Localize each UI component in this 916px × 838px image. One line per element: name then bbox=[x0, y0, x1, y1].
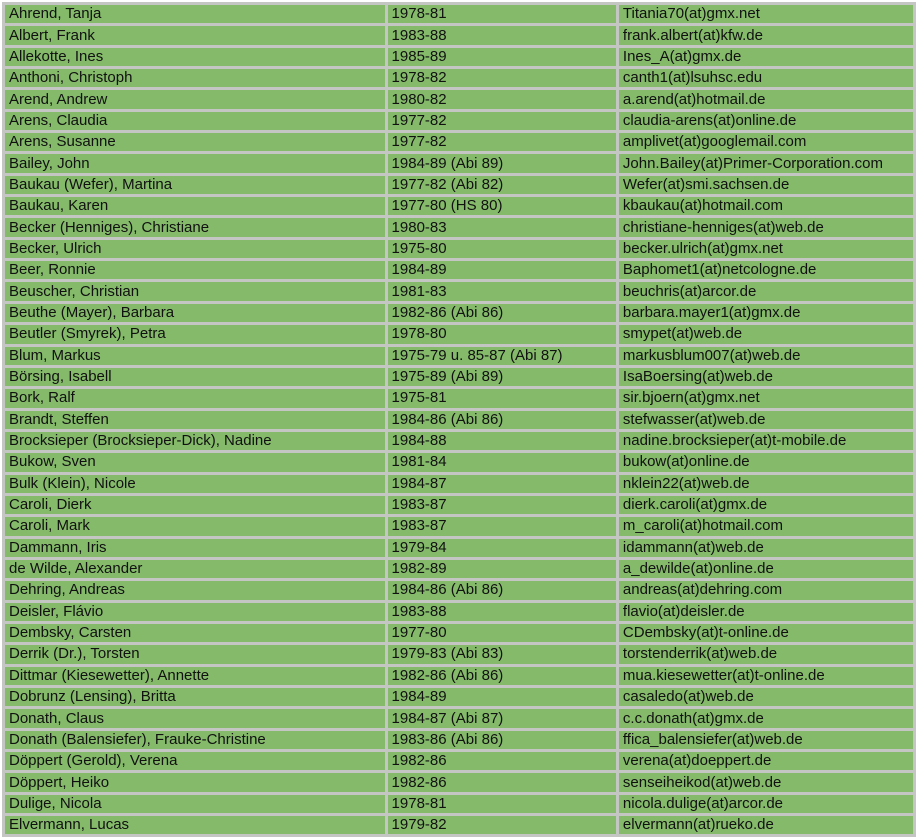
email-cell: kbaukau(at)hotmail.com bbox=[619, 197, 913, 215]
table-row bbox=[5, 581, 913, 599]
years-cell: 1983-86 (Abi 86) bbox=[388, 731, 616, 749]
name-cell: Baukau, Karen bbox=[5, 197, 385, 215]
table-row bbox=[5, 90, 913, 108]
name-cell: Döppert, Heiko bbox=[5, 773, 385, 791]
table-row bbox=[5, 709, 913, 727]
email-cell: elvermann(at)rueko.de bbox=[619, 816, 913, 834]
name-cell: Becker, Ulrich bbox=[5, 240, 385, 258]
name-cell: Dittmar (Kiesewetter), Annette bbox=[5, 667, 385, 685]
email-cell: a_dewilde(at)online.de bbox=[619, 560, 913, 578]
email-cell: barbara.mayer1(at)gmx.de bbox=[619, 304, 913, 322]
years-cell: 1980-82 bbox=[388, 90, 616, 108]
table-row bbox=[5, 539, 913, 557]
email-cell: amplivet(at)googlemail.com bbox=[619, 133, 913, 151]
email-cell: stefwasser(at)web.de bbox=[619, 411, 913, 429]
table-row bbox=[5, 261, 913, 279]
email-cell: a.arend(at)hotmail.de bbox=[619, 90, 913, 108]
email-cell: bukow(at)online.de bbox=[619, 453, 913, 471]
table-row bbox=[5, 26, 913, 44]
name-cell: Dulige, Nicola bbox=[5, 795, 385, 813]
table-row bbox=[5, 154, 913, 172]
years-cell: 1983-87 bbox=[388, 496, 616, 514]
name-cell: Dobrunz (Lensing), Britta bbox=[5, 688, 385, 706]
email-cell: beuchris(at)arcor.de bbox=[619, 282, 913, 300]
name-cell: Anthoni, Christoph bbox=[5, 69, 385, 87]
years-cell: 1985-89 bbox=[388, 48, 616, 66]
years-cell: 1984-89 bbox=[388, 261, 616, 279]
years-cell: 1979-82 bbox=[388, 816, 616, 834]
email-cell: c.c.donath(at)gmx.de bbox=[619, 709, 913, 727]
table-row bbox=[5, 282, 913, 300]
email-cell: markusblum007(at)web.de bbox=[619, 347, 913, 365]
name-cell: Becker (Henniges), Christiane bbox=[5, 218, 385, 236]
table-row bbox=[5, 69, 913, 87]
table-row bbox=[5, 176, 913, 194]
years-cell: 1982-86 bbox=[388, 752, 616, 770]
table-row bbox=[5, 304, 913, 322]
table-row bbox=[5, 325, 913, 343]
table-row bbox=[5, 48, 913, 66]
years-cell: 1977-80 (HS 80) bbox=[388, 197, 616, 215]
years-cell: 1983-87 bbox=[388, 517, 616, 535]
email-cell: Ines_A(at)gmx.de bbox=[619, 48, 913, 66]
email-cell: CDembsky(at)t-online.de bbox=[619, 624, 913, 642]
table-row bbox=[5, 496, 913, 514]
table-row bbox=[5, 432, 913, 450]
years-cell: 1977-82 bbox=[388, 133, 616, 151]
years-cell: 1984-87 bbox=[388, 475, 616, 493]
name-cell: Blum, Markus bbox=[5, 347, 385, 365]
name-cell: Brandt, Steffen bbox=[5, 411, 385, 429]
table-row bbox=[5, 5, 913, 23]
email-cell: frank.albert(at)kfw.de bbox=[619, 26, 913, 44]
name-cell: Bulk (Klein), Nicole bbox=[5, 475, 385, 493]
name-cell: Bailey, John bbox=[5, 154, 385, 172]
name-cell: Dembsky, Carsten bbox=[5, 624, 385, 642]
email-cell: nicola.dulige(at)arcor.de bbox=[619, 795, 913, 813]
table-row bbox=[5, 112, 913, 130]
table-row bbox=[5, 197, 913, 215]
email-cell: christiane-henniges(at)web.de bbox=[619, 218, 913, 236]
table-row bbox=[5, 517, 913, 535]
email-cell: andreas(at)dehring.com bbox=[619, 581, 913, 599]
email-cell: verena(at)doeppert.de bbox=[619, 752, 913, 770]
name-cell: Bork, Ralf bbox=[5, 389, 385, 407]
years-cell: 1978-82 bbox=[388, 69, 616, 87]
email-cell: John.Bailey(at)Primer-Corporation.com bbox=[619, 154, 913, 172]
email-cell: nadine.brocksieper(at)t-mobile.de bbox=[619, 432, 913, 450]
name-cell: Beer, Ronnie bbox=[5, 261, 385, 279]
email-cell: ffica_balensiefer(at)web.de bbox=[619, 731, 913, 749]
table-row bbox=[5, 347, 913, 365]
name-cell: Börsing, Isabell bbox=[5, 368, 385, 386]
table-row bbox=[5, 645, 913, 663]
years-cell: 1978-81 bbox=[388, 5, 616, 23]
table-row bbox=[5, 240, 913, 258]
table-row bbox=[5, 368, 913, 386]
table-row bbox=[5, 688, 913, 706]
name-cell: Arens, Claudia bbox=[5, 112, 385, 130]
table-row bbox=[5, 752, 913, 770]
years-cell: 1979-84 bbox=[388, 539, 616, 557]
years-cell: 1980-83 bbox=[388, 218, 616, 236]
email-cell: Wefer(at)smi.sachsen.de bbox=[619, 176, 913, 194]
email-cell: canth1(at)lsuhsc.edu bbox=[619, 69, 913, 87]
name-cell: Caroli, Mark bbox=[5, 517, 385, 535]
years-cell: 1977-80 bbox=[388, 624, 616, 642]
name-cell: Deisler, Flávio bbox=[5, 603, 385, 621]
name-cell: Dammann, Iris bbox=[5, 539, 385, 557]
name-cell: Caroli, Dierk bbox=[5, 496, 385, 514]
name-cell: Derrik (Dr.), Torsten bbox=[5, 645, 385, 663]
email-cell: torstenderrik(at)web.de bbox=[619, 645, 913, 663]
years-cell: 1981-83 bbox=[388, 282, 616, 300]
email-cell: idammann(at)web.de bbox=[619, 539, 913, 557]
years-cell: 1983-88 bbox=[388, 603, 616, 621]
alumni-table-body bbox=[5, 5, 913, 834]
email-cell: m_caroli(at)hotmail.com bbox=[619, 517, 913, 535]
email-cell: Titania70(at)gmx.net bbox=[619, 5, 913, 23]
years-cell: 1984-89 bbox=[388, 688, 616, 706]
email-cell: casaledo(at)web.de bbox=[619, 688, 913, 706]
name-cell: Arens, Susanne bbox=[5, 133, 385, 151]
table-row bbox=[5, 560, 913, 578]
table-row bbox=[5, 389, 913, 407]
years-cell: 1978-81 bbox=[388, 795, 616, 813]
years-cell: 1984-86 (Abi 86) bbox=[388, 411, 616, 429]
table-row bbox=[5, 731, 913, 749]
table-row bbox=[5, 624, 913, 642]
table-row bbox=[5, 816, 913, 834]
email-cell: sir.bjoern(at)gmx.net bbox=[619, 389, 913, 407]
email-cell: Baphomet1(at)netcologne.de bbox=[619, 261, 913, 279]
email-cell: flavio(at)deisler.de bbox=[619, 603, 913, 621]
years-cell: 1975-89 (Abi 89) bbox=[388, 368, 616, 386]
email-cell: nklein22(at)web.de bbox=[619, 475, 913, 493]
years-cell: 1975-80 bbox=[388, 240, 616, 258]
name-cell: Beuthe (Mayer), Barbara bbox=[5, 304, 385, 322]
table-row bbox=[5, 218, 913, 236]
table-row bbox=[5, 133, 913, 151]
email-cell: dierk.caroli(at)gmx.de bbox=[619, 496, 913, 514]
years-cell: 1984-87 (Abi 87) bbox=[388, 709, 616, 727]
name-cell: Baukau (Wefer), Martina bbox=[5, 176, 385, 194]
table-row bbox=[5, 795, 913, 813]
table-row bbox=[5, 475, 913, 493]
table-row bbox=[5, 773, 913, 791]
name-cell: Dehring, Andreas bbox=[5, 581, 385, 599]
email-cell: IsaBoersing(at)web.de bbox=[619, 368, 913, 386]
years-cell: 1984-88 bbox=[388, 432, 616, 450]
name-cell: Arend, Andrew bbox=[5, 90, 385, 108]
name-cell: Donath (Balensiefer), Frauke-Christine bbox=[5, 731, 385, 749]
years-cell: 1984-86 (Abi 86) bbox=[388, 581, 616, 599]
years-cell: 1982-86 bbox=[388, 773, 616, 791]
years-cell: 1984-89 (Abi 89) bbox=[388, 154, 616, 172]
years-cell: 1975-81 bbox=[388, 389, 616, 407]
name-cell: Beutler (Smyrek), Petra bbox=[5, 325, 385, 343]
email-cell: mua.kiesewetter(at)t-online.de bbox=[619, 667, 913, 685]
name-cell: Döppert (Gerold), Verena bbox=[5, 752, 385, 770]
name-cell: Bukow, Sven bbox=[5, 453, 385, 471]
name-cell: Ahrend, Tanja bbox=[5, 5, 385, 23]
years-cell: 1982-86 (Abi 86) bbox=[388, 304, 616, 322]
years-cell: 1982-86 (Abi 86) bbox=[388, 667, 616, 685]
email-cell: senseiheikod(at)web.de bbox=[619, 773, 913, 791]
years-cell: 1983-88 bbox=[388, 26, 616, 44]
table-row bbox=[5, 411, 913, 429]
name-cell: Allekotte, Ines bbox=[5, 48, 385, 66]
name-cell: Brocksieper (Brocksieper-Dick), Nadine bbox=[5, 432, 385, 450]
years-cell: 1975-79 u. 85-87 (Abi 87) bbox=[388, 347, 616, 365]
email-cell: claudia-arens(at)online.de bbox=[619, 112, 913, 130]
alumni-table bbox=[2, 2, 916, 837]
years-cell: 1978-80 bbox=[388, 325, 616, 343]
years-cell: 1977-82 (Abi 82) bbox=[388, 176, 616, 194]
email-cell: smypet(at)web.de bbox=[619, 325, 913, 343]
table-row bbox=[5, 667, 913, 685]
name-cell: de Wilde, Alexander bbox=[5, 560, 385, 578]
name-cell: Albert, Frank bbox=[5, 26, 385, 44]
years-cell: 1977-82 bbox=[388, 112, 616, 130]
name-cell: Beuscher, Christian bbox=[5, 282, 385, 300]
years-cell: 1982-89 bbox=[388, 560, 616, 578]
years-cell: 1979-83 (Abi 83) bbox=[388, 645, 616, 663]
table-row bbox=[5, 453, 913, 471]
name-cell: Donath, Claus bbox=[5, 709, 385, 727]
name-cell: Elvermann, Lucas bbox=[5, 816, 385, 834]
years-cell: 1981-84 bbox=[388, 453, 616, 471]
email-cell: becker.ulrich(at)gmx.net bbox=[619, 240, 913, 258]
table-row bbox=[5, 603, 913, 621]
